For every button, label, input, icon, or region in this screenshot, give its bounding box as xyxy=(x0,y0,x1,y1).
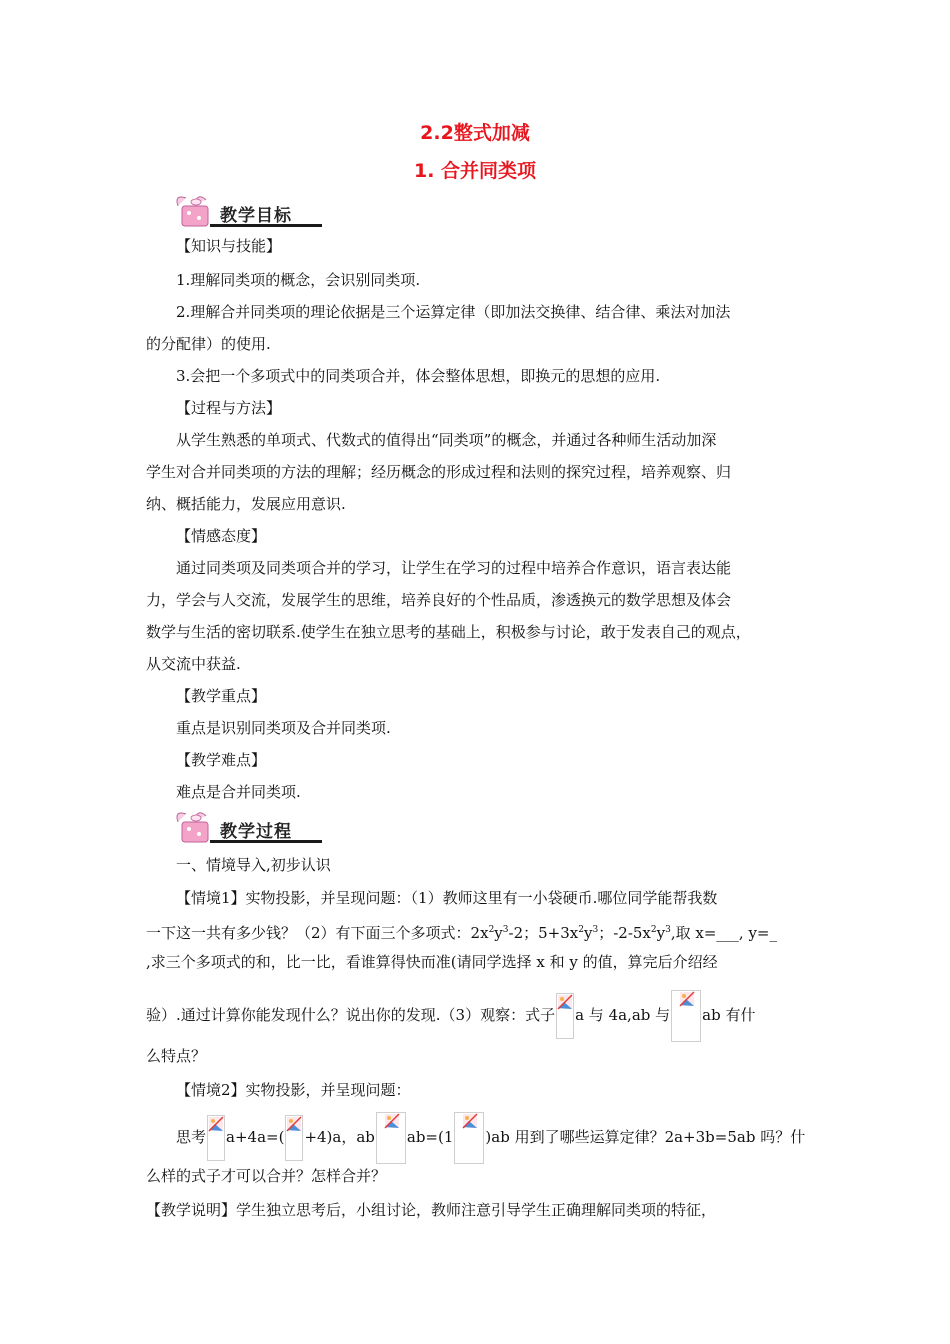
goal-k1: 1.理解同类项的概念，会识别同类项. xyxy=(176,271,421,289)
process-section1: 一、情境导入,初步认识 xyxy=(176,856,331,874)
method-heading: 【过程与方法】 xyxy=(176,399,282,417)
broken-image-icon xyxy=(556,993,574,1039)
attitude-heading: 【情感态度】 xyxy=(176,527,267,545)
scenario1-l4: 验）.通过计算你能发现什么？说出你的发现.（3）观察：式子 a 与 4a,ab 与 ab 有什 xyxy=(146,990,755,1042)
attitude-l2: 力，学会与人交流，发展学生的思维，培养良好的个性品质，渗透换元的数学思想及体会 xyxy=(146,591,732,609)
knowledge-heading: 【知识与技能】 xyxy=(176,237,282,255)
document-title: 2.2整式加减 xyxy=(420,122,530,144)
scenario2-l2: 么样的式子才可以合并？怎样合并？ xyxy=(146,1167,387,1185)
method-l2: 学生对合并同类项的方法的理解；经历概念的形成过程和法则的探究过程，培养观察、归 xyxy=(146,463,732,481)
scenario1-l1: 【情境1】实物投影，并呈现问题：（1）教师这里有一小袋硬币.哪位同学能帮我数 xyxy=(176,889,718,907)
broken-image-icon xyxy=(376,1112,406,1164)
key-text: 重点是识别同类项及合并同类项. xyxy=(176,719,391,737)
goal-k3: 3.会把一个多项式中的同类项合并，体会整体思想，即换元的思想的应用. xyxy=(176,367,661,385)
broken-image-icon xyxy=(207,1115,225,1161)
method-l3: 纳、概括能力，发展应用意识. xyxy=(146,495,346,513)
goal-k2a: 2.理解合并同类项的理论依据是三个运算定律（即加法交换律、结合律、乘法对加法 xyxy=(176,303,731,321)
attitude-l3: 数学与生活的密切联系.使学生在独立思考的基础上，积极参与讨论，敢于发表自己的观点， xyxy=(146,623,751,641)
scenario1-l3: ,求三个多项式的和，比一比，看谁算得快而准(请同学选择 x 和 y 的值，算完后介绍经 xyxy=(146,953,718,971)
broken-image-icon xyxy=(285,1115,303,1161)
difficulty-heading: 【教学难点】 xyxy=(176,751,267,769)
attitude-l4: 从交流中获益. xyxy=(146,655,241,673)
broken-image-icon xyxy=(454,1112,484,1164)
process-badge-label: 教学过程 xyxy=(220,822,292,842)
scenario2-l1: 思考 a+4a=( +4)a，ab ab=(1 )ab 用到了哪些运算定律？2a+3b=5ab 吗？什 xyxy=(176,1112,805,1164)
scenario2-heading: 【情境2】实物投影，并呈现问题： xyxy=(176,1081,411,1099)
method-l1: 从学生熟悉的单项式、代数式的值得出“同类项”的概念，并通过各种师生活动加深 xyxy=(176,431,717,449)
process-section-badge xyxy=(172,808,322,848)
broken-image-icon xyxy=(671,990,701,1042)
attitude-l1: 通过同类项及同类项合并的学习，让学生在学习的过程中培养合作意识，语言表达能 xyxy=(176,559,732,577)
goal-k2b: 的分配律）的使用. xyxy=(146,335,271,353)
difficulty-text: 难点是合并同类项. xyxy=(176,783,301,801)
key-heading: 【教学重点】 xyxy=(176,687,267,705)
document-subtitle: 1. 合并同类项 xyxy=(413,160,537,182)
scenario1-l2: 一下这一共有多少钱？（2）有下面三个多项式：$2x^2y^3-2$；$5+3x^2y^3$；$-2-5x^2y^3$,取 x=___, y=_ xyxy=(146,924,778,942)
goals-badge-label: 教学目标 xyxy=(220,206,292,226)
teaching-note: 【教学说明】学生独立思考后，小组讨论，教师注意引导学生正确理解同类项的特征， xyxy=(146,1201,717,1219)
scenario1-l5: 么特点？ xyxy=(146,1047,207,1065)
goals-section-badge xyxy=(172,192,322,232)
